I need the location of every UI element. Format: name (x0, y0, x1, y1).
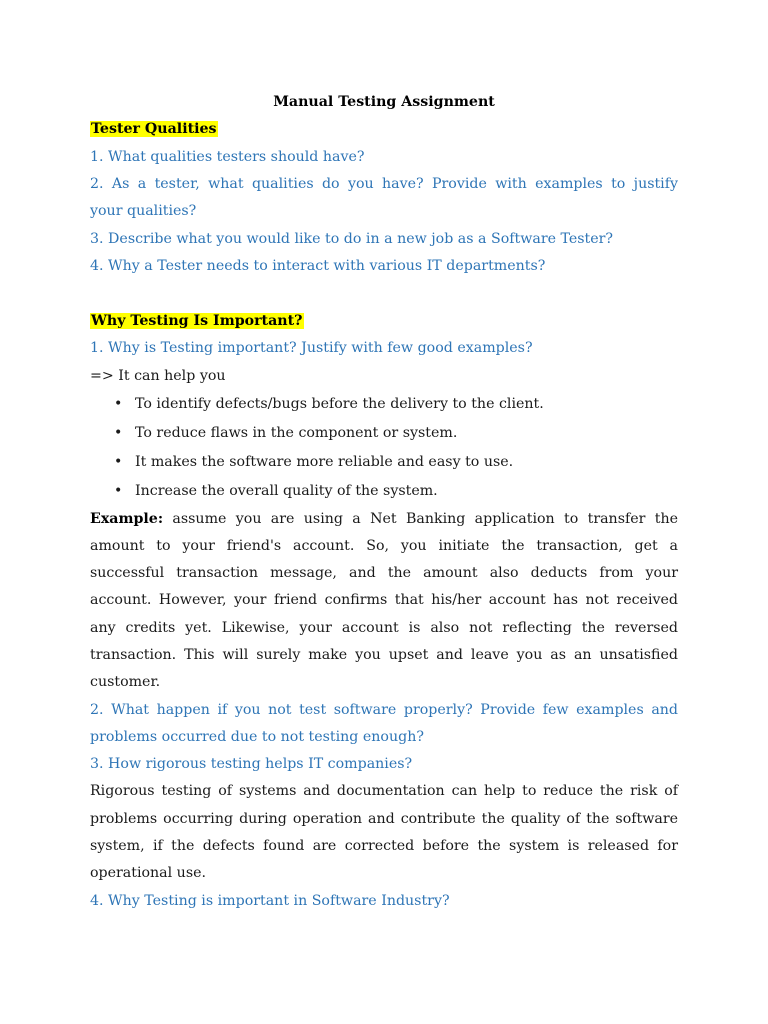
example-line: amount to your friend's account. So, you initiate the transaction, get a (90, 538, 678, 554)
example-line (90, 509, 678, 529)
list-item-text: To reduce flaws in the component or system. (135, 425, 458, 441)
section-heading-tester-qualities (90, 119, 678, 139)
bullet-icon: • (114, 483, 123, 499)
question-why-2-line2: problems occurred due to not testing enough? (90, 729, 424, 745)
answer3-line: operational use. (90, 865, 207, 881)
document-title: Manual Testing Assignment (273, 94, 495, 110)
question-tester-4: 4. Why a Tester needs to interact with various IT departments? (90, 258, 546, 274)
list-item-text: Increase the overall quality of the system. (135, 483, 438, 499)
question-tester-1: 1. What qualities testers should have? (90, 149, 365, 165)
example-line: account. However, your friend confirms that his/her account has not received (90, 592, 678, 608)
question-tester-3: 3. Describe what you would like to do in a new job as a Software Tester? (90, 231, 614, 247)
answer3-line: Rigorous testing of systems and documentation can help to reduce the risk of (90, 783, 678, 799)
example-line: transaction. This will surely make you upset and leave you as an unsatisfied (90, 647, 678, 663)
question-why-1: 1. Why is Testing important? Justify with few good examples? (90, 340, 533, 356)
question-why-4: 4. Why Testing is important in Software Industry? (90, 893, 450, 909)
example-line: successful transaction message, and the amount also deducts from your (90, 565, 678, 581)
answer3-line: system, if the defects found are corrected before the system is released for (90, 838, 678, 854)
answer-intro: => It can help you (90, 368, 226, 384)
list-item-text: It makes the software more reliable and easy to use. (135, 454, 514, 470)
bullet-icon: • (114, 396, 123, 412)
list-item-text: To identify defects/bugs before the delivery to the client. (135, 396, 544, 412)
question-why-3: 3. How rigorous testing helps IT companies? (90, 756, 413, 772)
example-label: Example: (90, 511, 164, 527)
question-tester-2-line1: 2. As a tester, what qualities do you have? Provide with examples to justify (90, 176, 678, 192)
question-why-2-line1: 2. What happen if you not test software properly? Provide few examples and (90, 702, 678, 718)
bullet-icon: • (114, 425, 123, 441)
example-text: assume you are using a Net Banking application to transfer the (163, 511, 678, 527)
question-tester-2-line2: your qualities? (90, 203, 197, 219)
example-line: customer. (90, 674, 161, 690)
example-line: any credits yet. Likewise, your account is also not reflecting the reversed (90, 620, 678, 636)
bullet-icon: • (114, 454, 123, 470)
highlighted-heading: Tester Qualities (91, 121, 217, 137)
section-heading-why-testing (90, 311, 678, 331)
highlighted-heading: Why Testing Is Important? (91, 313, 303, 329)
answer3-line: problems occurring during operation and contribute the quality of the software (90, 811, 678, 827)
